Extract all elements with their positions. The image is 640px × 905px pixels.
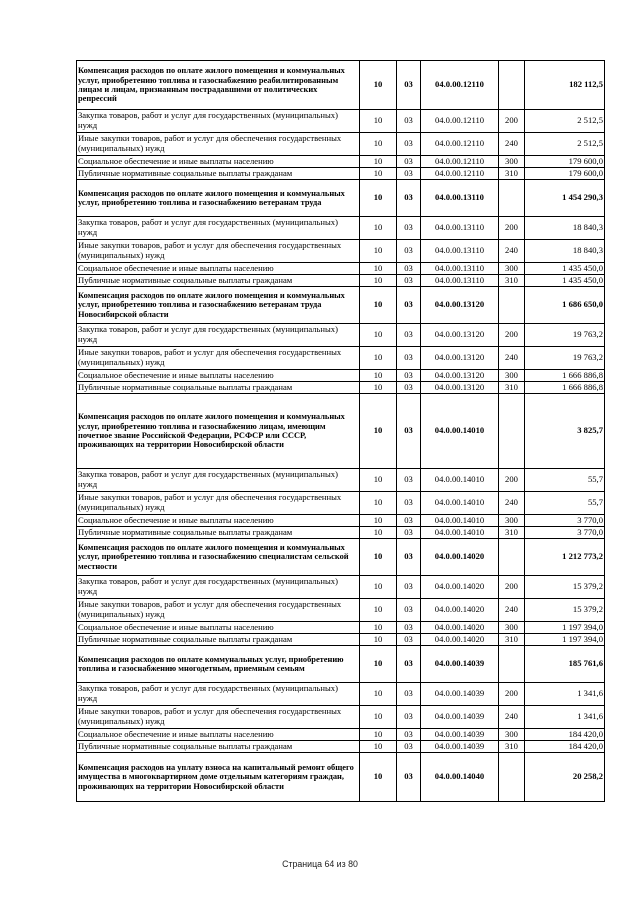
expense-type-cell: 200 — [499, 576, 525, 599]
table-row — [77, 382, 605, 394]
expense-type-cell: 240 — [499, 492, 525, 515]
amount-cell: 19 763,2 — [525, 347, 605, 370]
section-code-cell: 10 — [360, 133, 397, 156]
expense-type-cell: 200 — [499, 683, 525, 706]
expense-type-cell: 310 — [499, 168, 525, 180]
target-article-cell: 04.0.00.13120 — [421, 324, 499, 347]
expense-type-cell: 240 — [499, 347, 525, 370]
target-article-cell: 04.0.00.14010 — [421, 469, 499, 492]
subsection-code-cell: 03 — [397, 539, 421, 576]
subsection-code-cell: 03 — [397, 324, 421, 347]
row-name-cell: Социальное обеспечение и иные выплаты населению — [77, 156, 360, 168]
amount-cell: 1 666 886,8 — [525, 382, 605, 394]
target-article-cell: 04.0.00.14040 — [421, 753, 499, 802]
expense-type-cell: 200 — [499, 217, 525, 240]
section-code-cell: 10 — [360, 394, 397, 469]
section-code-cell: 10 — [360, 706, 397, 729]
amount-cell: 1 341,6 — [525, 706, 605, 729]
subsection-code-cell: 03 — [397, 527, 421, 539]
row-name-cell: Иные закупки товаров, работ и услуг для обеспечения государственных (муниципальных) нужд — [77, 599, 360, 622]
section-code-cell: 10 — [360, 492, 397, 515]
target-article-cell: 04.0.00.14039 — [421, 729, 499, 741]
amount-cell: 1 435 450,0 — [525, 263, 605, 275]
section-code-cell: 10 — [360, 263, 397, 275]
table-row — [77, 492, 605, 515]
amount-cell: 15 379,2 — [525, 599, 605, 622]
target-article-cell: 04.0.00.14020 — [421, 634, 499, 646]
expense-type-cell: 240 — [499, 599, 525, 622]
target-article-cell: 04.0.00.13120 — [421, 287, 499, 324]
target-article-cell: 04.0.00.13110 — [421, 180, 499, 217]
section-row — [77, 646, 605, 683]
section-code-cell: 10 — [360, 539, 397, 576]
section-code-cell: 10 — [360, 275, 397, 287]
row-name-cell: Публичные нормативные социальные выплаты гражданам — [77, 275, 360, 287]
row-name-cell: Публичные нормативные социальные выплаты гражданам — [77, 382, 360, 394]
expense-type-cell — [499, 539, 525, 576]
table-row — [77, 347, 605, 370]
subsection-code-cell: 03 — [397, 168, 421, 180]
amount-cell: 3 770,0 — [525, 515, 605, 527]
subsection-code-cell: 03 — [397, 515, 421, 527]
expense-type-cell: 310 — [499, 634, 525, 646]
amount-cell: 1 341,6 — [525, 683, 605, 706]
amount-cell: 1 197 394,0 — [525, 634, 605, 646]
subsection-code-cell: 03 — [397, 646, 421, 683]
expense-type-cell: 200 — [499, 469, 525, 492]
subsection-code-cell: 03 — [397, 394, 421, 469]
subsection-code-cell: 03 — [397, 599, 421, 622]
amount-cell: 2 512,5 — [525, 133, 605, 156]
subsection-code-cell: 03 — [397, 275, 421, 287]
amount-cell: 184 420,0 — [525, 741, 605, 753]
expense-type-cell: 240 — [499, 706, 525, 729]
section-code-cell: 10 — [360, 324, 397, 347]
amount-cell: 1 666 886,8 — [525, 370, 605, 382]
section-code-cell: 10 — [360, 622, 397, 634]
section-code-cell: 10 — [360, 217, 397, 240]
amount-cell: 184 420,0 — [525, 729, 605, 741]
amount-cell: 182 112,5 — [525, 61, 605, 110]
subsection-code-cell: 03 — [397, 61, 421, 110]
table-row — [77, 156, 605, 168]
target-article-cell: 04.0.00.14020 — [421, 622, 499, 634]
subsection-code-cell: 03 — [397, 347, 421, 370]
target-article-cell: 04.0.00.14039 — [421, 646, 499, 683]
section-code-cell: 10 — [360, 61, 397, 110]
table-row — [77, 634, 605, 646]
subsection-code-cell: 03 — [397, 287, 421, 324]
row-name-cell: Иные закупки товаров, работ и услуг для обеспечения государственных (муниципальных) нужд — [77, 492, 360, 515]
section-code-cell: 10 — [360, 110, 397, 133]
section-row — [77, 394, 605, 469]
section-code-cell: 10 — [360, 469, 397, 492]
target-article-cell: 04.0.00.14010 — [421, 492, 499, 515]
row-name-cell: Закупка товаров, работ и услуг для государственных (муниципальных) нужд — [77, 324, 360, 347]
expense-type-cell: 200 — [499, 110, 525, 133]
expense-type-cell — [499, 394, 525, 469]
section-code-cell: 10 — [360, 168, 397, 180]
row-name-cell: Иные закупки товаров, работ и услуг для обеспечения государственных (муниципальных) нужд — [77, 240, 360, 263]
row-name-cell: Компенсация расходов по оплате жилого помещения и коммунальных услуг, приобретению топлива и газоснабжению ветеранам труда — [77, 180, 360, 217]
section-code-cell: 10 — [360, 741, 397, 753]
expense-type-cell: 300 — [499, 515, 525, 527]
expense-type-cell: 300 — [499, 156, 525, 168]
expense-type-cell: 300 — [499, 622, 525, 634]
table-row — [77, 576, 605, 599]
table-row — [77, 324, 605, 347]
section-row — [77, 61, 605, 110]
expense-type-cell: 240 — [499, 240, 525, 263]
section-code-cell: 10 — [360, 576, 397, 599]
section-code-cell: 10 — [360, 156, 397, 168]
amount-cell: 185 761,6 — [525, 646, 605, 683]
expense-type-cell — [499, 646, 525, 683]
section-code-cell: 10 — [360, 240, 397, 263]
section-row — [77, 753, 605, 802]
expense-type-cell: 310 — [499, 275, 525, 287]
page-footer: Страница 64 из 80 — [282, 859, 358, 869]
target-article-cell: 04.0.00.13120 — [421, 382, 499, 394]
row-name-cell: Закупка товаров, работ и услуг для государственных (муниципальных) нужд — [77, 576, 360, 599]
subsection-code-cell: 03 — [397, 469, 421, 492]
section-code-cell: 10 — [360, 287, 397, 324]
section-code-cell: 10 — [360, 527, 397, 539]
amount-cell: 3 770,0 — [525, 527, 605, 539]
target-article-cell: 04.0.00.13110 — [421, 240, 499, 263]
target-article-cell: 04.0.00.14020 — [421, 599, 499, 622]
amount-cell: 18 840,3 — [525, 217, 605, 240]
section-code-cell: 10 — [360, 370, 397, 382]
amount-cell: 19 763,2 — [525, 324, 605, 347]
target-article-cell: 04.0.00.13110 — [421, 263, 499, 275]
amount-cell: 15 379,2 — [525, 576, 605, 599]
row-name-cell: Закупка товаров, работ и услуг для государственных (муниципальных) нужд — [77, 683, 360, 706]
table-row — [77, 741, 605, 753]
subsection-code-cell: 03 — [397, 217, 421, 240]
row-name-cell: Компенсация расходов по оплате жилого помещения и коммунальных услуг, приобретению топлива и газоснабжению специалистам сельской местности — [77, 539, 360, 576]
amount-cell: 2 512,5 — [525, 110, 605, 133]
target-article-cell: 04.0.00.13110 — [421, 275, 499, 287]
row-name-cell: Социальное обеспечение и иные выплаты населению — [77, 263, 360, 275]
section-code-cell: 10 — [360, 729, 397, 741]
expense-type-cell: 310 — [499, 527, 525, 539]
amount-cell: 179 600,0 — [525, 168, 605, 180]
target-article-cell: 04.0.00.14020 — [421, 576, 499, 599]
budget-table — [76, 60, 605, 802]
table-row — [77, 275, 605, 287]
row-name-cell: Компенсация расходов по оплате жилого помещения и коммунальных услуг, приобретению топлива и газоснабжению лицам, имеющим почетное звание Российской Федерации, РСФСР или СССР, проживающих на территории Новосибирской области — [77, 394, 360, 469]
subsection-code-cell: 03 — [397, 741, 421, 753]
target-article-cell: 04.0.00.14010 — [421, 527, 499, 539]
amount-cell: 1 435 450,0 — [525, 275, 605, 287]
row-name-cell: Компенсация расходов по оплате коммунальных услуг, приобретению топлива и газоснабжению многодетным, приемным семьям — [77, 646, 360, 683]
subsection-code-cell: 03 — [397, 683, 421, 706]
section-code-cell: 10 — [360, 347, 397, 370]
subsection-code-cell: 03 — [397, 263, 421, 275]
expense-type-cell — [499, 61, 525, 110]
section-code-cell: 10 — [360, 382, 397, 394]
target-article-cell: 04.0.00.14039 — [421, 706, 499, 729]
amount-cell: 1 212 773,2 — [525, 539, 605, 576]
expense-type-cell: 300 — [499, 263, 525, 275]
row-name-cell: Компенсация расходов по оплате жилого помещения и коммунальных услуг, приобретению топлива и газоснабжению реабилитированным лицам и лицам, признанным пострадавшими от политических репрессий — [77, 61, 360, 110]
table-row — [77, 469, 605, 492]
target-article-cell: 04.0.00.12110 — [421, 156, 499, 168]
table-row — [77, 110, 605, 133]
row-name-cell: Социальное обеспечение и иные выплаты населению — [77, 729, 360, 741]
subsection-code-cell: 03 — [397, 492, 421, 515]
target-article-cell: 04.0.00.14010 — [421, 394, 499, 469]
row-name-cell: Компенсация расходов на уплату взноса на капитальный ремонт общего имущества в многоквартирном доме отдельным категориям граждан, проживающих на территории Новосибирской области — [77, 753, 360, 802]
section-code-cell: 10 — [360, 646, 397, 683]
subsection-code-cell: 03 — [397, 706, 421, 729]
amount-cell: 1 454 290,3 — [525, 180, 605, 217]
subsection-code-cell: 03 — [397, 180, 421, 217]
amount-cell: 1 197 394,0 — [525, 622, 605, 634]
row-name-cell: Публичные нормативные социальные выплаты гражданам — [77, 527, 360, 539]
row-name-cell: Социальное обеспечение и иные выплаты населению — [77, 370, 360, 382]
section-code-cell: 10 — [360, 599, 397, 622]
expense-type-cell: 240 — [499, 133, 525, 156]
amount-cell: 179 600,0 — [525, 156, 605, 168]
table-row — [77, 240, 605, 263]
table-row — [77, 622, 605, 634]
expense-type-cell: 300 — [499, 729, 525, 741]
table-row — [77, 527, 605, 539]
table-row — [77, 706, 605, 729]
table-row — [77, 133, 605, 156]
subsection-code-cell: 03 — [397, 382, 421, 394]
subsection-code-cell: 03 — [397, 240, 421, 263]
expense-type-cell — [499, 180, 525, 217]
table-row — [77, 515, 605, 527]
expense-type-cell — [499, 287, 525, 324]
expense-type-cell: 310 — [499, 741, 525, 753]
row-name-cell: Публичные нормативные социальные выплаты гражданам — [77, 741, 360, 753]
section-code-cell: 10 — [360, 515, 397, 527]
subsection-code-cell: 03 — [397, 634, 421, 646]
expense-type-cell: 310 — [499, 382, 525, 394]
section-row — [77, 287, 605, 324]
subsection-code-cell: 03 — [397, 622, 421, 634]
amount-cell: 55,7 — [525, 469, 605, 492]
table-row — [77, 168, 605, 180]
target-article-cell: 04.0.00.13110 — [421, 217, 499, 240]
table-row — [77, 599, 605, 622]
row-name-cell: Публичные нормативные социальные выплаты гражданам — [77, 168, 360, 180]
row-name-cell: Иные закупки товаров, работ и услуг для обеспечения государственных (муниципальных) нужд — [77, 706, 360, 729]
section-code-cell: 10 — [360, 683, 397, 706]
row-name-cell: Публичные нормативные социальные выплаты гражданам — [77, 634, 360, 646]
budget-table-body — [77, 61, 605, 802]
subsection-code-cell: 03 — [397, 156, 421, 168]
subsection-code-cell: 03 — [397, 370, 421, 382]
row-name-cell: Иные закупки товаров, работ и услуг для обеспечения государственных (муниципальных) нужд — [77, 133, 360, 156]
row-name-cell: Иные закупки товаров, работ и услуг для обеспечения государственных (муниципальных) нужд — [77, 347, 360, 370]
amount-cell: 18 840,3 — [525, 240, 605, 263]
row-name-cell: Закупка товаров, работ и услуг для государственных (муниципальных) нужд — [77, 217, 360, 240]
target-article-cell: 04.0.00.12110 — [421, 133, 499, 156]
subsection-code-cell: 03 — [397, 729, 421, 741]
table-row — [77, 683, 605, 706]
table-row — [77, 263, 605, 275]
subsection-code-cell: 03 — [397, 110, 421, 133]
target-article-cell: 04.0.00.12110 — [421, 168, 499, 180]
target-article-cell: 04.0.00.12110 — [421, 110, 499, 133]
row-name-cell: Закупка товаров, работ и услуг для государственных (муниципальных) нужд — [77, 110, 360, 133]
row-name-cell: Социальное обеспечение и иные выплаты населению — [77, 622, 360, 634]
target-article-cell: 04.0.00.12110 — [421, 61, 499, 110]
amount-cell: 1 686 650,0 — [525, 287, 605, 324]
row-name-cell: Социальное обеспечение и иные выплаты населению — [77, 515, 360, 527]
expense-type-cell — [499, 753, 525, 802]
target-article-cell: 04.0.00.13120 — [421, 370, 499, 382]
target-article-cell: 04.0.00.14010 — [421, 515, 499, 527]
subsection-code-cell: 03 — [397, 753, 421, 802]
subsection-code-cell: 03 — [397, 576, 421, 599]
row-name-cell: Закупка товаров, работ и услуг для государственных (муниципальных) нужд — [77, 469, 360, 492]
target-article-cell: 04.0.00.14039 — [421, 683, 499, 706]
subsection-code-cell: 03 — [397, 133, 421, 156]
section-row — [77, 539, 605, 576]
amount-cell: 20 258,2 — [525, 753, 605, 802]
table-row — [77, 217, 605, 240]
section-code-cell: 10 — [360, 634, 397, 646]
section-row — [77, 180, 605, 217]
expense-type-cell: 300 — [499, 370, 525, 382]
expense-type-cell: 200 — [499, 324, 525, 347]
table-row — [77, 370, 605, 382]
amount-cell: 55,7 — [525, 492, 605, 515]
target-article-cell: 04.0.00.14020 — [421, 539, 499, 576]
target-article-cell: 04.0.00.13120 — [421, 347, 499, 370]
table-row — [77, 729, 605, 741]
section-code-cell: 10 — [360, 180, 397, 217]
target-article-cell: 04.0.00.14039 — [421, 741, 499, 753]
section-code-cell: 10 — [360, 753, 397, 802]
row-name-cell: Компенсация расходов по оплате жилого помещения и коммунальных услуг, приобретению топлива и газоснабжению ветеранам труда Новосибирской области — [77, 287, 360, 324]
amount-cell: 3 825,7 — [525, 394, 605, 469]
